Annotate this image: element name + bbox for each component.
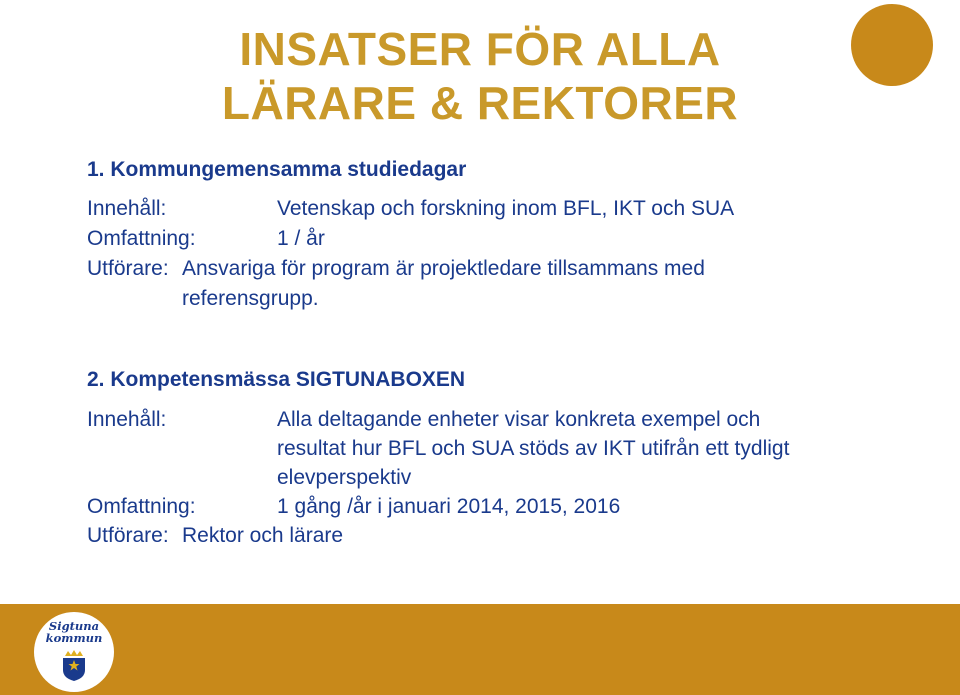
logo-text [34,620,114,644]
section1-performer-line1: Ansvariga för program är projektledare tillsammans med [182,257,705,280]
section1-content-label: Innehåll: [87,197,167,220]
page-title [0,22,960,130]
section1-scope-row [87,225,927,253]
section2-heading: 2. Kompetensmässa SIGTUNABOXEN [87,368,466,391]
footer-bar [0,604,960,695]
section1-performer-line2: referensgrupp. [182,287,319,310]
section1-performer-label: Utförare: [87,257,169,280]
section2-content-line2: resultat hur BFL och SUA stöds av IKT utifrån ett tydligt [277,437,790,460]
section2-scope-label: Omfattning: [87,495,196,518]
section1-performer-row [87,255,927,315]
shield-crown-icon [61,650,87,682]
section1-heading: 1. Kommungemensamma studiedagar [87,158,467,181]
section2-scope-row [87,493,927,521]
section2-performer-label: Utförare: [87,524,169,547]
section1-content-value: Vetenskap och forskning inom BFL, IKT och SUA [277,197,735,220]
section2-scope-value: 1 gång /år i januari 2014, 2015, 2016 [277,495,621,518]
section1-content-row [87,195,927,223]
page-title-line1: INSATSER FÖR ALLA [239,23,721,75]
section2-content-line1: Alla deltagande enheter visar konkreta exempel och [277,408,761,431]
section1-scope-label: Omfattning: [87,227,196,250]
logo-text-line2: kommun [45,631,103,645]
section2-content-label: Innehåll: [87,408,167,431]
section2-content-line3: elevperspektiv [277,466,412,489]
section2-content-row [87,406,927,496]
sigtuna-kommun-logo [34,612,114,692]
logo-text-line1: Sigtuna [48,619,100,633]
section2-performer-row [87,522,927,550]
page-title-line2: LÄRARE & REKTORER [221,77,739,129]
section2-performer-value: Rektor och lärare [182,524,344,547]
decorative-circle [851,4,933,86]
section1-scope-value: 1 / år [277,227,325,250]
